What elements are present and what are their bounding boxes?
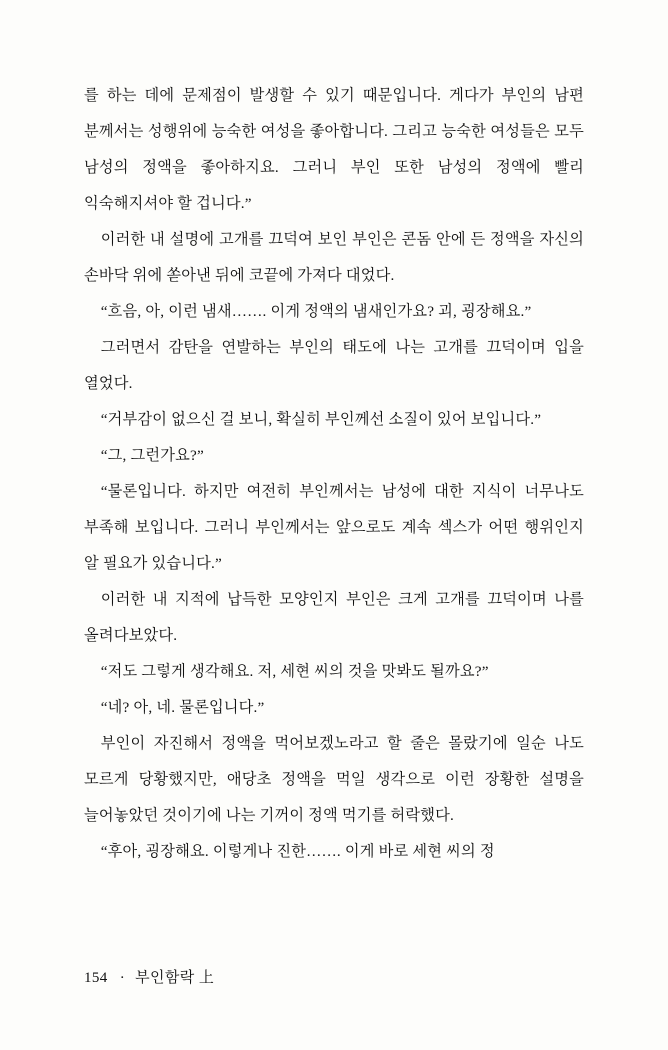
paragraph: 부인이 자진해서 정액을 먹어보겠노라고 할 줄은 몰랐기에 일순 나도 모르게 당황했지만, 애당초 정액을 먹일 생각으로 이런 장황한 설명을 늘어놓았던 것이기에 나는 기꺼이 정액 먹기를 허락했다. [84,735,584,824]
page-number: 154 [84,970,108,986]
paragraph: 그러면서 감탄을 연발하는 부인의 태도에 나는 고개를 끄덕이며 입을 열었다. [84,339,584,392]
paragraph: “거부감이 없으신 걸 보니, 확실히 부인께선 소질이 있어 보입니다.” [100,411,542,428]
paragraph: “네? 아, 네. 물론입니다.” [100,699,265,716]
paragraph: 이러한 내 지적에 납득한 모양인지 부인은 크게 고개를 끄덕이며 나를 올려다보았다. [84,591,584,644]
paragraph: “그, 그런가요?” [100,447,204,464]
paragraph: 이러한 내 설명에 고개를 끄덕여 보인 부인은 콘돔 안에 든 정액을 자신의 손바닥 위에 쏟아낸 뒤에 코끝에 가져다 대었다. [84,231,584,284]
paragraph: “후아, 굉장해요. 이렇게나 진한……. 이게 바로 세현 씨의 정 [100,843,495,860]
paragraph: 를 하는 데에 문제점이 발생할 수 있기 때문입니다. 게다가 부인의 남편 분께서는 성행위에 능숙한 여성을 좋아합니다. 그리고 능숙한 여성들은 모두 남성의 정액을 좋아하지요. 그러니 부인 또한 남성의 정액에 빨리 익숙해지셔야 할 겁니다.” [84,87,584,212]
page-footer [84,966,584,987]
book-title: 부인함락 上 [135,970,215,986]
body-text [84,78,584,870]
footer-separator: · [119,970,126,986]
paragraph: “흐음, 아, 이런 냄새……. 이게 정액의 냄새인가요? 괴, 굉장해요.” [100,303,532,320]
paragraph: “물론입니다. 하지만 여전히 부인께서는 남성에 대한 지식이 너무나도 부족해 보입니다. 그러니 부인께서는 앞으로도 계속 섹스가 어떤 행위인지 알 필요가 있습니다.” [84,483,584,572]
paragraph: “저도 그렇게 생각해요. 저, 세현 씨의 것을 맛봐도 될까요?” [100,663,489,680]
